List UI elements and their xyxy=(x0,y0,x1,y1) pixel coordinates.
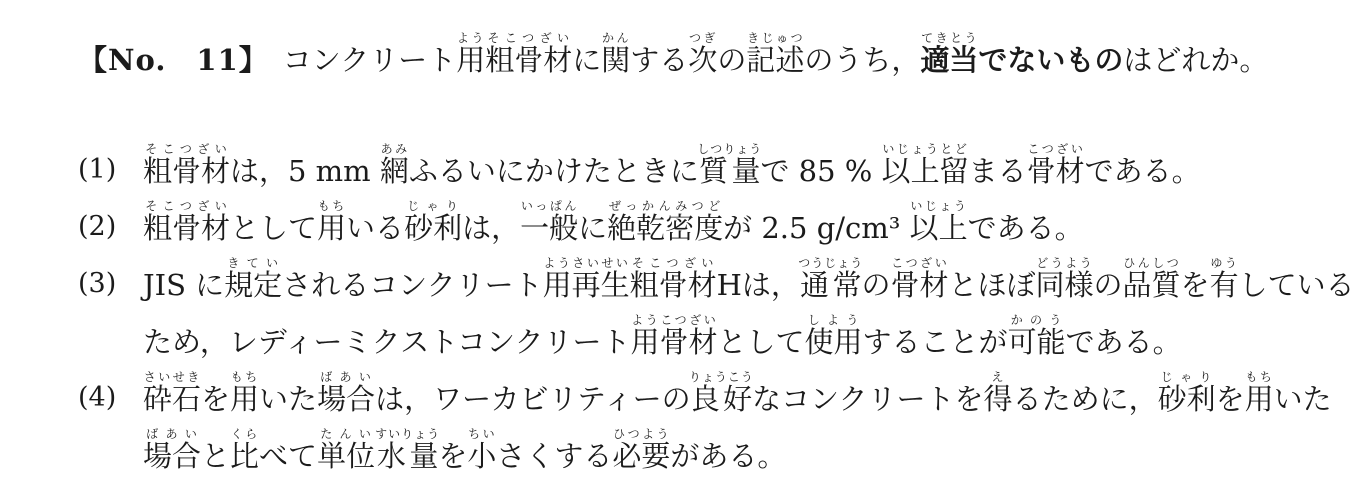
furigana: こつざい xyxy=(890,256,949,270)
ruby-run: 粗骨材そこつざい xyxy=(629,256,717,302)
text-run: とほぼ xyxy=(948,268,1036,302)
ruby-run: 用もち xyxy=(317,199,347,245)
furigana: きてい xyxy=(224,256,283,270)
option-text xyxy=(143,256,1355,370)
furigana: そこつざい xyxy=(485,31,573,45)
ruby-run: 有ゆう xyxy=(1209,256,1239,302)
option-item xyxy=(78,199,1340,256)
ruby-run: 可能かのう xyxy=(1007,313,1066,359)
furigana: ひつよう xyxy=(612,427,671,441)
ruby-run: 網あみ xyxy=(379,142,409,188)
furigana: きじゅつ xyxy=(746,31,805,45)
ruby-run: 品質ひんしつ xyxy=(1122,256,1181,302)
ruby-run: 粗骨材そこつざい xyxy=(143,199,231,245)
text-run: と xyxy=(201,439,231,473)
furigana: かのう xyxy=(1007,313,1066,327)
ruby-run: 留とど xyxy=(939,142,969,188)
ruby-run: 使用しよう xyxy=(804,313,863,359)
furigana: そこつざい xyxy=(143,199,231,213)
furigana: ばあい xyxy=(143,427,201,441)
ruby-run: 絶乾密度ぜっかんみつど xyxy=(607,199,724,245)
option-line xyxy=(143,256,1355,313)
furigana: じゃり xyxy=(404,199,463,213)
furigana: くら xyxy=(230,427,260,441)
text-run: で 85 % xyxy=(760,154,882,188)
ruby-run: 質量しつりょう xyxy=(697,142,763,188)
furigana: いじょう xyxy=(909,199,968,213)
option-number: (2) xyxy=(78,211,117,242)
text-run: に xyxy=(578,211,608,245)
ruby-run: 通常つうじょう xyxy=(798,256,864,302)
text-run: の xyxy=(861,268,891,302)
text-run: ふるいにかけたときに xyxy=(408,154,699,188)
furigana: もち xyxy=(230,370,260,384)
furigana: かん xyxy=(601,31,631,45)
ruby-run: 用もち xyxy=(230,370,260,416)
text-run: さくする xyxy=(496,439,613,473)
ruby-run: 記述きじゅつ xyxy=(746,31,805,77)
text-run: を xyxy=(438,439,468,473)
furigana: ゆう xyxy=(1209,256,1239,270)
option-text xyxy=(143,142,1340,199)
option-line xyxy=(143,370,1340,427)
option-text xyxy=(143,199,1340,256)
ruby-run: 用骨材ようこつざい xyxy=(630,313,718,359)
text-run: として xyxy=(230,211,318,245)
furigana: つうじょう xyxy=(798,256,864,270)
option-line xyxy=(143,142,1340,199)
text-run: は， xyxy=(462,211,521,245)
furigana: とど xyxy=(939,142,969,156)
option-item xyxy=(78,256,1355,370)
text-run: のうち， xyxy=(804,43,921,77)
text-run: まる xyxy=(968,154,1027,188)
furigana: いっぱん xyxy=(520,199,579,213)
text-run: を xyxy=(1215,382,1245,416)
furigana: りょうこう xyxy=(688,370,754,384)
furigana: どうよう xyxy=(1035,256,1094,270)
ruby-run: 骨材こつざい xyxy=(890,256,949,302)
option-line xyxy=(143,199,1340,256)
question-number: 【No. 11】 xyxy=(78,43,269,77)
text-run: されるコンクリート xyxy=(282,268,543,302)
ruby-run: 比くら xyxy=(230,427,260,473)
ruby-run: 場合ばあい xyxy=(143,427,202,473)
text-run: に xyxy=(572,43,602,77)
furigana: もち xyxy=(317,199,347,213)
furigana: じゃり xyxy=(1157,370,1216,384)
furigana: こつざい xyxy=(1026,142,1085,156)
furigana: ちい xyxy=(467,427,497,441)
option-line xyxy=(143,313,1340,370)
option-number: (3) xyxy=(78,268,117,299)
option-item xyxy=(78,370,1340,484)
text-run: である。 xyxy=(1065,325,1182,359)
ruby-run: 良好りょうこう xyxy=(688,370,754,416)
text-run: である。 xyxy=(967,211,1084,245)
text-run: は，ワーカビリティーの xyxy=(375,382,691,416)
furigana: ひんしつ xyxy=(1122,256,1181,270)
text-run: べて xyxy=(259,439,318,473)
furigana: いじょう xyxy=(881,142,940,156)
text-run: を xyxy=(201,382,231,416)
ruby-run: 砕石さいせき xyxy=(143,370,202,416)
text-run: がある。 xyxy=(670,439,787,473)
ruby-run: 以上いじょう xyxy=(909,199,968,245)
furigana: そこつざい xyxy=(629,256,717,270)
ruby-run: 規定きてい xyxy=(224,256,283,302)
ruby-run: 同様どうよう xyxy=(1035,256,1094,302)
furigana: たんい xyxy=(317,427,376,441)
furigana: ばあい xyxy=(317,370,376,384)
ruby-run: 単位たんい xyxy=(317,427,376,473)
ruby-run: 一般いっぱん xyxy=(520,199,579,245)
ruby-run: 用再生ようさいせい xyxy=(542,256,630,302)
text-run: でないもの xyxy=(978,43,1124,77)
ruby-run: 場合ばあい xyxy=(317,370,376,416)
text-run: である。 xyxy=(1084,154,1201,188)
furigana: え xyxy=(983,370,1013,384)
ruby-run: 小ちい xyxy=(467,427,497,473)
option-line xyxy=(143,427,1340,484)
text-run: Hは， xyxy=(716,268,800,302)
ruby-run: 以上いじょう xyxy=(881,142,940,188)
text-run: の xyxy=(717,43,747,77)
text-run: する xyxy=(630,43,689,77)
option-text xyxy=(143,370,1340,484)
ruby-run: 必要ひつよう xyxy=(612,427,671,473)
furigana: さいせき xyxy=(143,370,202,384)
text-run: はどれか。 xyxy=(1123,43,1269,77)
text-run: することが xyxy=(862,325,1008,359)
text-run: している xyxy=(1238,268,1355,302)
option-item xyxy=(78,142,1340,199)
text-run: コンクリート xyxy=(282,43,457,77)
ruby-run: 得え xyxy=(983,370,1013,416)
text-run: いた xyxy=(1273,382,1332,416)
ruby-run: 砂利じゃり xyxy=(404,199,463,245)
question-header xyxy=(78,30,1340,90)
furigana: てきとう xyxy=(920,31,979,45)
furigana: すいりょう xyxy=(375,427,441,441)
text-run: として xyxy=(717,325,805,359)
text-run: が 2.5 g/cm³ xyxy=(723,211,910,245)
furigana: よう xyxy=(456,31,486,45)
furigana: もち xyxy=(1244,370,1274,384)
question-text xyxy=(282,31,1269,77)
options-list xyxy=(78,142,1355,484)
ruby-run: 適当てきとう xyxy=(920,31,979,77)
text-run: JIS に xyxy=(143,268,225,302)
text-run: の xyxy=(1093,268,1123,302)
furigana: そこつざい xyxy=(143,142,231,156)
option-number: (1) xyxy=(78,154,117,185)
text-run: いる xyxy=(346,211,405,245)
text-run: を xyxy=(1180,268,1210,302)
text-run: ため，レディーミクストコンクリート xyxy=(143,325,631,359)
ruby-run: 粗骨材そこつざい xyxy=(143,142,231,188)
furigana: ぜっかんみつど xyxy=(607,199,724,213)
furigana: ようさいせい xyxy=(542,256,630,270)
ruby-run: 骨材こつざい xyxy=(1026,142,1085,188)
ruby-run: 関かん xyxy=(601,31,631,77)
text-run: いた xyxy=(259,382,318,416)
ruby-run: 次つぎ xyxy=(688,31,718,77)
furigana: ようこつざい xyxy=(630,313,718,327)
ruby-run: 用もち xyxy=(1244,370,1274,416)
furigana: あみ xyxy=(379,142,409,156)
ruby-run: 粗骨材そこつざい xyxy=(485,31,573,77)
furigana: しよう xyxy=(804,313,863,327)
ruby-run: 用よう xyxy=(456,31,486,77)
text-run: るために， xyxy=(1012,382,1158,416)
text-run: なコンクリートを xyxy=(752,382,984,416)
furigana: つぎ xyxy=(688,31,718,45)
text-run: は，5 mm xyxy=(230,154,380,188)
ruby-run: 砂利じゃり xyxy=(1157,370,1216,416)
furigana: しつりょう xyxy=(697,142,763,156)
ruby-run: 水量すいりょう xyxy=(375,427,441,473)
option-number: (4) xyxy=(78,382,117,413)
